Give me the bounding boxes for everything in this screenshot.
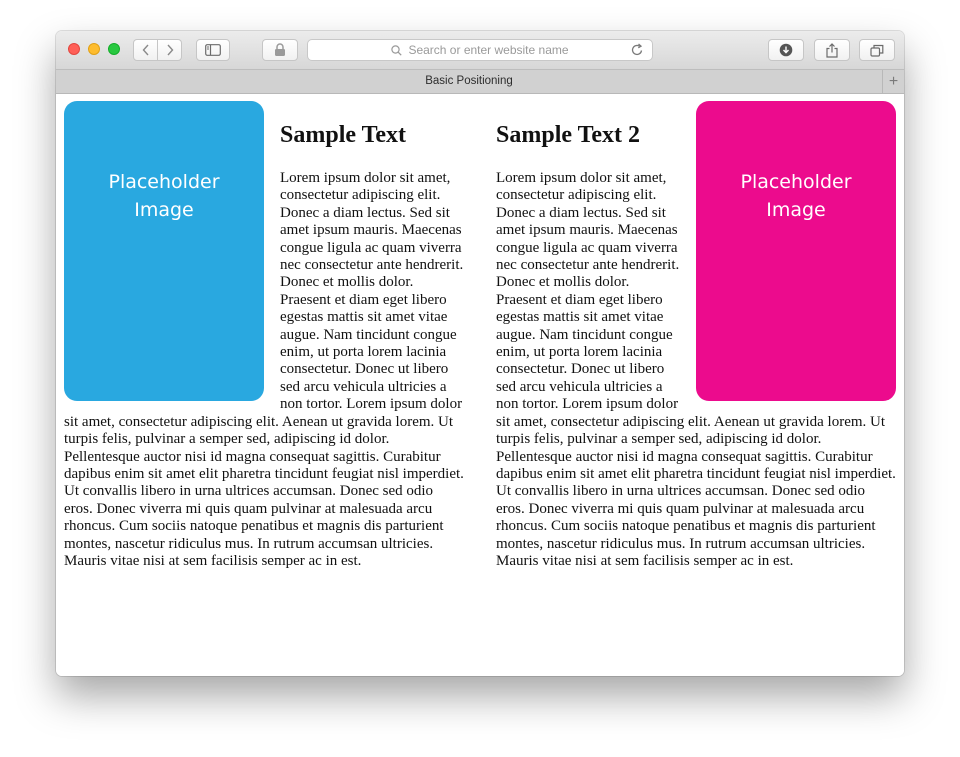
placeholder-image-pink bbox=[696, 101, 896, 401]
sidebar-button[interactable] bbox=[196, 39, 230, 61]
reload-icon[interactable] bbox=[631, 43, 644, 60]
close-window-button[interactable] bbox=[68, 43, 80, 55]
tabs-overview-icon bbox=[870, 44, 884, 57]
chevron-left-icon bbox=[142, 44, 150, 56]
sidebar-icon bbox=[205, 44, 221, 56]
left-column bbox=[64, 101, 464, 570]
tab-bar bbox=[56, 70, 904, 94]
zoom-window-button[interactable] bbox=[108, 43, 120, 55]
share-button[interactable] bbox=[814, 39, 850, 61]
share-icon bbox=[826, 43, 838, 58]
forward-button[interactable] bbox=[157, 39, 182, 61]
lorem-paragraph: Lorem ipsum dolor sit amet, consectetur adipiscing elit. Donec a diam lectus. Sed sit amet ipsum mauris. Maecenas congue ligula ac quam viverra nec consectetur ante hendrerit. Donec et mollis dolor. Praesent et diam eget libero egestas mattis sit amet vitae augue. Nam tincidunt congue enim, ut porta lorem lacinia consectetur. Donec ut libero sed arcu vehicula ultricies a non tortor. Lorem ipsum dolor sit amet, consectetur adipiscing elit. Aenean ut gravida lorem. Ut turpis felis, pulvinar a semper sed, adipiscing id dolor. Pellentesque auctor nisi id magna consequat sagittis. Curabitur dapibus enim sit amet elit pharetra tincidunt feugiat nisl imperdiet. Ut convallis libero in urna ultrices accumsan. Donec sed odio eros. Donec viverra mi quis quam pulvinar at malesuada arcu rhoncus. Cum sociis natoque penatibus et magnis dis parturient montes, nascetur ridiculus mus. In rutrum accumsan ultricies. Mauris vitae nisi at sem facilisis semper ac in est. bbox=[64, 170, 464, 569]
chevron-right-icon bbox=[166, 44, 174, 56]
minimize-window-button[interactable] bbox=[88, 43, 100, 55]
address-placeholder: Search or enter website name bbox=[408, 43, 569, 57]
page-content bbox=[56, 94, 904, 676]
placeholder-image-label: Placeholder Image bbox=[740, 171, 852, 221]
downloads-button[interactable] bbox=[768, 39, 804, 61]
lorem-paragraph: Lorem ipsum dolor sit amet, consectetur adipiscing elit. Donec a diam lectus. Sed sit amet ipsum mauris. Maecenas congue ligula ac quam viverra nec consectetur ante hendrerit. Donec et mollis dolor. Praesent et diam eget libero egestas mattis sit amet vitae augue. Nam tincidunt congue enim, ut porta lorem lacinia consectetur. Donec ut libero sed arcu vehicula ultricies a non tortor. Lorem ipsum dolor sit amet, consectetur adipiscing elit. Aenean ut gravida lorem. Ut turpis felis, pulvinar a semper sed, adipiscing id dolor. Pellentesque auctor nisi id magna consequat sagittis. Curabitur dapibus enim sit amet elit pharetra tincidunt feugiat nisl imperdiet. Ut convallis libero in urna ultrices accumsan. Donec sed odio eros. Donec viverra mi quis quam pulvinar at malesuada arcu rhoncus. Cum sociis natoque penatibus et magnis dis parturient montes, nascetur ridiculus mus. In rutrum accumsan ultricies. Mauris vitae nisi at sem facilisis semper ac in est. bbox=[496, 170, 896, 569]
search-icon bbox=[391, 45, 402, 56]
privacy-button[interactable] bbox=[262, 39, 298, 61]
right-column bbox=[496, 101, 896, 570]
privacy-icon bbox=[274, 43, 286, 57]
browser-window bbox=[56, 31, 904, 676]
placeholder-image-label: Placeholder Image bbox=[108, 171, 220, 221]
plus-icon: + bbox=[888, 72, 899, 90]
toolbar bbox=[56, 31, 904, 70]
address-bar[interactable] bbox=[307, 39, 653, 61]
download-icon bbox=[779, 43, 793, 57]
sample-text-2-heading: Sample Text 2 bbox=[496, 122, 641, 148]
back-button[interactable] bbox=[133, 39, 158, 61]
tab-basic-positioning[interactable]: Basic Positioning bbox=[425, 75, 513, 87]
placeholder-image-blue bbox=[64, 101, 264, 401]
new-tab-button[interactable] bbox=[882, 70, 904, 93]
show-tabs-button[interactable] bbox=[859, 39, 895, 61]
sample-text-heading: Sample Text bbox=[280, 122, 407, 148]
